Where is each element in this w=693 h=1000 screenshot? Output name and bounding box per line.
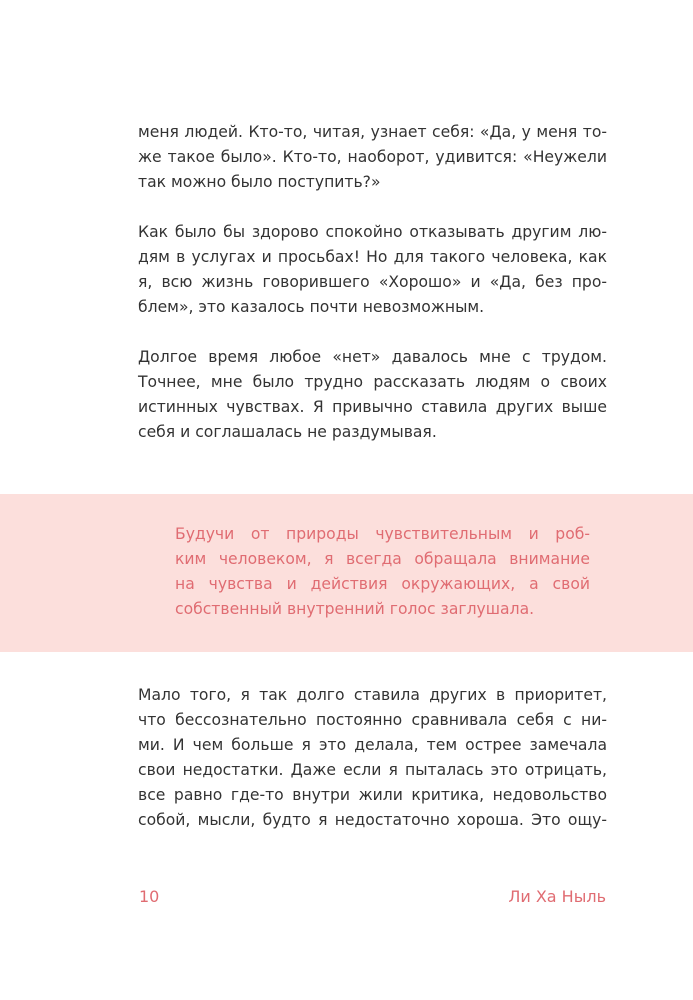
paragraph-2 [138,220,607,320]
text-line: же такое было». Кто-то, наоборот, удивится: «Неужели [138,148,607,166]
page-number: 10 [139,887,160,906]
pull-quote [175,522,590,622]
text-line: меня людей. Кто-то, читая, узнает себя: «Да, у меня то- [138,123,607,141]
paragraph-4 [138,683,607,833]
running-footer-author: Ли Ха Ныль [508,887,606,906]
text-line: свои недостатки. Даже если я пыталась это отрицать, [138,761,607,779]
paragraph-1 [138,120,607,195]
text-line: ми. И чем больше я это делала, тем острее замечала [138,736,607,754]
quote-line: Будучи от природы чувствительным и роб- [175,525,590,543]
text-line: Как было бы здорово спокойно отказывать другим лю- [138,223,607,241]
text-line: собой, мысли, будто я недостаточно хороша. Это ощу- [138,811,607,829]
text-line: я, всю жизнь говорившего «Хорошо» и «Да, без про- [138,273,607,291]
text-line: Мало того, я так долго ставила других в приоритет, [138,686,607,704]
text-line: истинных чувствах. Я привычно ставила других выше [138,398,607,416]
quote-line: ким человеком, я всегда обращала внимание [175,550,590,568]
text-line: что бессознательно постоянно сравнивала себя с ни- [138,711,607,729]
text-line: все равно где-то внутри жили критика, недовольство [138,786,607,804]
text-line: себя и соглашалась не раздумывая. [138,423,437,441]
quote-line: собственный внутренний голос заглушала. [175,600,535,618]
text-line: блем», это казалось почти невозможным. [138,298,485,316]
text-line: дям в услугах и просьбах! Но для такого человека, как [138,248,607,266]
text-line: Точнее, мне было трудно рассказать людям о своих [138,373,607,391]
quote-line: на чувства и действия окружающих, а свой [175,575,590,593]
text-line: Долгое время любое «нет» давалось мне с трудом. [138,348,607,366]
paragraph-3 [138,345,607,445]
text-line: так можно было поступить?» [138,173,381,191]
